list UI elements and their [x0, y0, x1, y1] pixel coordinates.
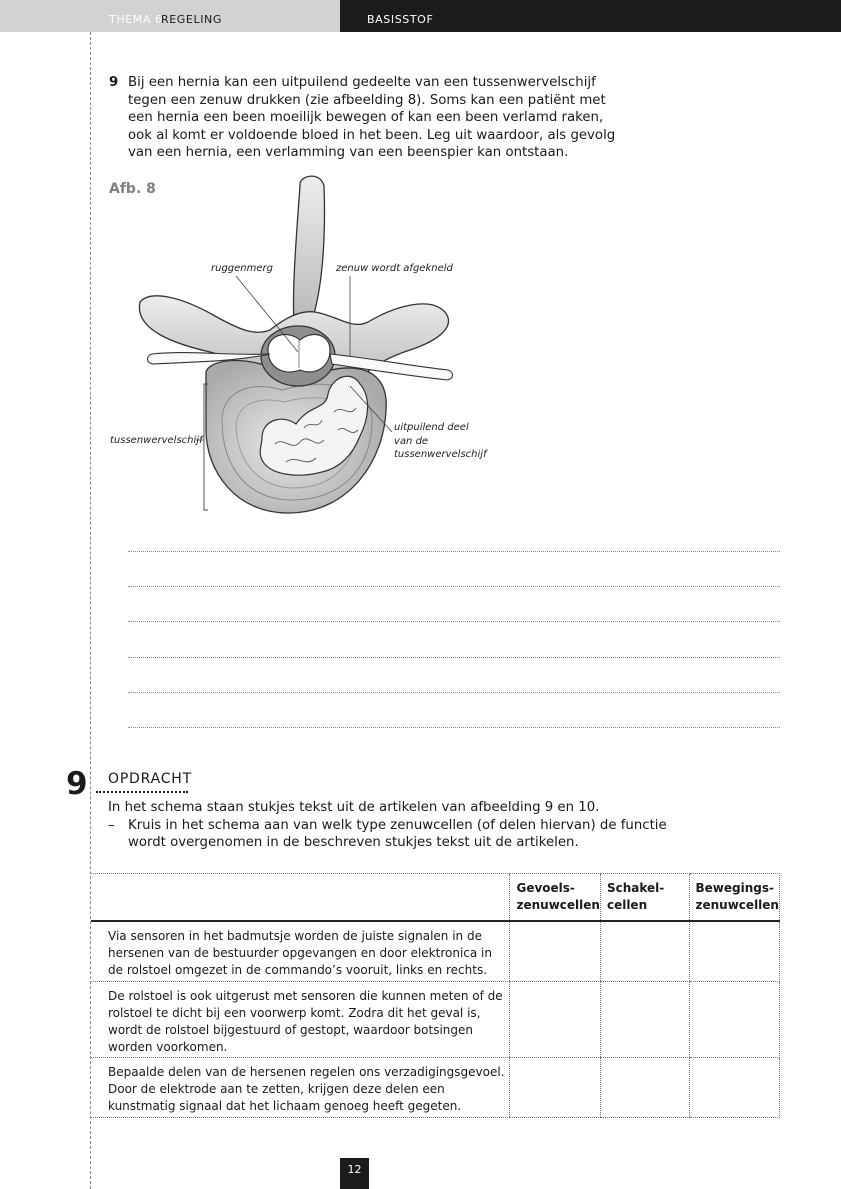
header-section: REGELING [161, 13, 222, 26]
checkbox-cell-gevoels[interactable] [510, 921, 600, 982]
header-thema: THEMA 6 [109, 13, 163, 26]
answer-line[interactable] [128, 586, 780, 587]
header-gevoelszenuwcellen [510, 874, 600, 921]
schema-table [91, 873, 780, 1118]
checkbox-cell-bewegings[interactable] [689, 982, 779, 1058]
header-schakel-line2: cellen [606, 898, 648, 912]
table-header-empty [91, 874, 510, 921]
header-bewegings-line1: Bewegings- [695, 881, 774, 895]
label-uitpuilend-line3: tussenwervelschijf [394, 449, 487, 460]
checkbox-cell-schakel[interactable] [600, 921, 689, 982]
header-schakelcellen [600, 874, 689, 921]
opdracht-instruction: Kruis in het schema aan van welk type zenuwcellen (of delen hiervan) de functie wordt overgenomen in de beschreven stukjes tekst uit de artikelen. [128, 817, 667, 851]
opdracht-underline [96, 791, 188, 793]
header-bewegings-line2: zenuwcellen [695, 898, 779, 912]
header-bewegingszenuwcellen [689, 874, 779, 921]
label-ruggenmerg: ruggenmerg [211, 263, 273, 274]
answer-line[interactable] [128, 551, 780, 552]
label-uitpuilend-line2: van de [394, 435, 429, 447]
label-uitpuilend [394, 421, 487, 462]
header-gevoels-line1: Gevoels- [516, 881, 575, 895]
opdracht-number: 9 [66, 766, 88, 802]
checkbox-cell-bewegings[interactable] [689, 1058, 779, 1118]
answer-line[interactable] [128, 621, 780, 622]
header-basisstof: BASISSTOF [367, 13, 434, 26]
answer-line[interactable] [128, 692, 780, 693]
opdracht-intro: In het schema staan stukjes tekst uit de artikelen van afbeelding 9 en 10. [108, 800, 600, 815]
label-tussenwervelschijf: tussenwervelschijf [110, 435, 203, 446]
answer-line[interactable] [128, 727, 780, 728]
row-description: Bepaalde delen van de hersenen regelen ons verzadigingsgevoel. Door de elektrode aan te zetten, krijgen deze delen een kunstmatig signaal dat het lichaam genoeg heeft gegeten. [91, 1058, 510, 1118]
label-uitpuilend-line1: uitpuilend deel [394, 422, 469, 433]
row-description: De rolstoel is ook uitgerust met sensoren die kunnen meten of de rolstoel te dicht bij een voorwerp komt. Zodra dit het geval is, wordt de rolstoel bijgestuurd of gestopt, waardoor botsingen worden voorkomen. [91, 982, 510, 1058]
figure-caption: Afb. 8 [109, 181, 156, 197]
opdracht-text [108, 799, 668, 852]
instruction-dash: – [108, 817, 115, 833]
table-row [91, 982, 780, 1058]
header-gevoels-line2: zenuwcellen [516, 898, 600, 912]
table-row [91, 1058, 780, 1118]
header-schakel-line1: Schakel- [606, 881, 665, 895]
label-zenuw: zenuw wordt afgekneld [336, 263, 453, 274]
opdracht-instruction-row [108, 817, 668, 852]
question-number: 9 [109, 75, 119, 90]
checkbox-cell-gevoels[interactable] [510, 1058, 600, 1118]
question-text: Bij een hernia kan een uitpuilend gedeelte van een tussenwervelschijf tegen een zenuw drukken (zie afbeelding 8). Soms kan een patiënt met een hernia een been moeilijk bewegen of kan een been verlamd raken, ook al komt er voldoende bloed in het been. Leg uit waardoor, als gevolg van een hernia, een verlamming van een beenspier kan ontstaan. [128, 75, 616, 161]
page-number: 12 [340, 1158, 369, 1189]
checkbox-cell-schakel[interactable] [600, 982, 689, 1058]
answer-line[interactable] [128, 657, 780, 658]
table-row [91, 921, 780, 982]
checkbox-cell-gevoels[interactable] [510, 982, 600, 1058]
checkbox-cell-schakel[interactable] [600, 1058, 689, 1118]
row-description: Via sensoren in het badmutsje worden de juiste signalen in de hersenen van de bestuurder opgevangen en door elektronica in de rolstoel omgezet in de commando’s vooruit, links en rechts. [91, 921, 510, 982]
spinous-process [293, 176, 324, 322]
opdracht-title: OPDRACHT [108, 771, 192, 787]
checkbox-cell-bewegings[interactable] [689, 921, 779, 982]
